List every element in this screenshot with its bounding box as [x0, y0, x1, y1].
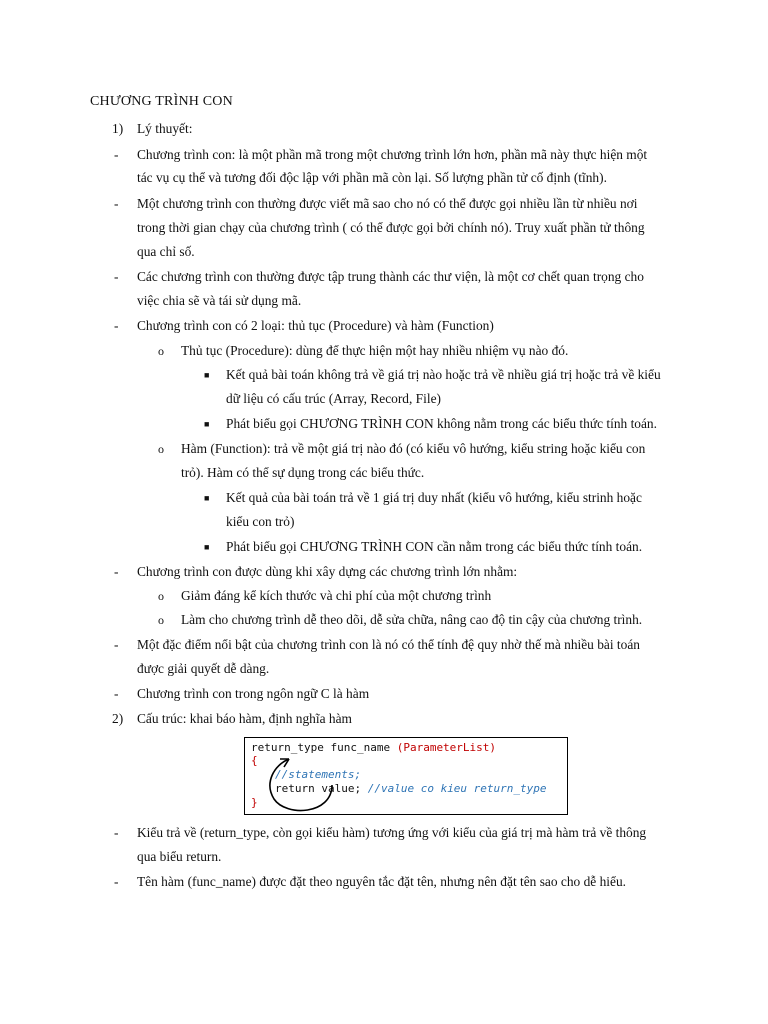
- paragraph-line: dữ liệu có cấu trúc (Array, Record, File): [226, 391, 441, 406]
- paragraph-line: Phát biểu gọi CHƯƠNG TRÌNH CON không nằm trong các biểu thức tính toán.: [226, 416, 657, 431]
- paragraph-line: qua chỉ số.: [137, 244, 195, 259]
- paragraph-line: tác vụ cụ thể và tương đối độc lập với phần mã còn lại. Số lượng phần tử cố định (tĩnh).: [137, 170, 607, 185]
- paragraph-line: được giải quyết dễ dàng.: [137, 661, 270, 676]
- code-return-comment: //value co kieu return_type: [367, 782, 547, 795]
- bullet-dash: -: [114, 147, 119, 162]
- section-heading: Cấu trúc: khai báo hàm, định nghĩa hàm: [137, 711, 352, 726]
- paragraph-line: Giảm đáng kể kích thước và chi phí của một chương trình: [181, 588, 492, 603]
- paragraph-line: Làm cho chương trình dễ theo dõi, dễ sửa chữa, nâng cao độ tin cậy của chương trình.: [181, 612, 643, 627]
- paragraph-line: Chương trình con trong ngôn ngữ C là hàm: [137, 686, 370, 701]
- paragraph-line: Chương trình con được dùng khi xây dựng các chương trình lớn nhằm:: [137, 564, 518, 579]
- paragraph-line: Một chương trình con thường được viết mã sao cho nó có thể được gọi nhiều lần từ nhiều nơi: [137, 196, 638, 211]
- bullet-circle: o: [158, 589, 164, 603]
- paragraph-line: trỏ). Hàm có thể sự dụng trong các biểu thức.: [181, 465, 425, 480]
- paragraph-line: Chương trình con: là một phần mã trong một chương trình lớn hơn, phần mã này thực hiện một: [137, 147, 648, 162]
- code-comment: //statements;: [275, 768, 362, 781]
- code-params: (ParameterList): [396, 741, 497, 754]
- code-open-brace: {: [251, 754, 258, 767]
- return-arrow-icon: [244, 737, 568, 815]
- bullet-square: ■: [204, 542, 210, 552]
- bullet-dash: -: [114, 637, 119, 652]
- paragraph-line: Một đặc điểm nổi bật của chương trình con là nó có thể tính đệ quy nhờ thế mà nhiều bài toán: [137, 637, 640, 652]
- paragraph-line: Kết quả bài toán không trả về giá trị nào hoặc trả về nhiều giá trị hoặc trả về kiểu: [226, 367, 661, 382]
- paragraph-line: Kiểu trả về (return_type, còn gọi kiểu hàm) tương ứng với kiểu của giá trị mà hàm trả về thông: [137, 825, 647, 840]
- bullet-dash: -: [114, 196, 119, 211]
- paragraph-line: Chương trình con có 2 loại: thủ tục (Procedure) và hàm (Function): [137, 318, 494, 333]
- bullet-dash: -: [114, 874, 119, 889]
- section-number: 2): [112, 711, 124, 726]
- bullet-square: ■: [204, 370, 210, 380]
- paragraph-line: Thủ tục (Procedure): dùng để thực hiện một hay nhiều nhiệm vụ nào đó.: [181, 343, 569, 358]
- paragraph-line: Hàm (Function): trả về một giá trị nào đó (có kiểu vô hướng, kiểu string hoặc kiểu con: [181, 441, 646, 456]
- bullet-circle: o: [158, 442, 164, 456]
- bullet-dash: -: [114, 564, 119, 579]
- page-title: CHƯƠNG TRÌNH CON: [90, 94, 233, 109]
- paragraph-line: việc chia sẽ và tái sử dụng mã.: [137, 293, 302, 308]
- paragraph-line: Kết quả của bài toán trả về 1 giá trị duy nhất (kiểu vô hướng, kiểu strinh hoặc: [226, 490, 642, 505]
- code-close-brace: }: [251, 796, 258, 809]
- code-signature: return_type func_name: [251, 741, 397, 754]
- paragraph-line: Các chương trình con thường được tập trung thành các thư viện, là một cơ chết quan trọng cho: [137, 269, 644, 284]
- paragraph-line: trong thời gian chạy của chương trình ( có thể được gọi bởi chính nó). Truy xuất phần tử thông: [137, 220, 645, 235]
- bullet-circle: o: [158, 344, 164, 358]
- paragraph-line: kiểu con trỏ): [226, 514, 295, 529]
- paragraph-line: Tên hàm (func_name) được đặt theo nguyên tắc đặt tên, nhưng nên đặt tên sao cho dễ hiểu.: [137, 874, 626, 889]
- bullet-square: ■: [204, 493, 210, 503]
- bullet-dash: -: [114, 686, 119, 701]
- code-return: return value;: [275, 782, 362, 795]
- section-heading: Lý thuyết:: [137, 121, 193, 136]
- bullet-square: ■: [204, 419, 210, 429]
- bullet-dash: -: [114, 825, 119, 840]
- bullet-dash: -: [114, 318, 119, 333]
- paragraph-line: qua biểu return.: [137, 849, 222, 864]
- paragraph-line: Phát biểu gọi CHƯƠNG TRÌNH CON cần nằm trong các biểu thức tính toán.: [226, 539, 643, 554]
- bullet-circle: o: [158, 613, 164, 627]
- bullet-dash: -: [114, 269, 119, 284]
- section-number: 1): [112, 121, 124, 136]
